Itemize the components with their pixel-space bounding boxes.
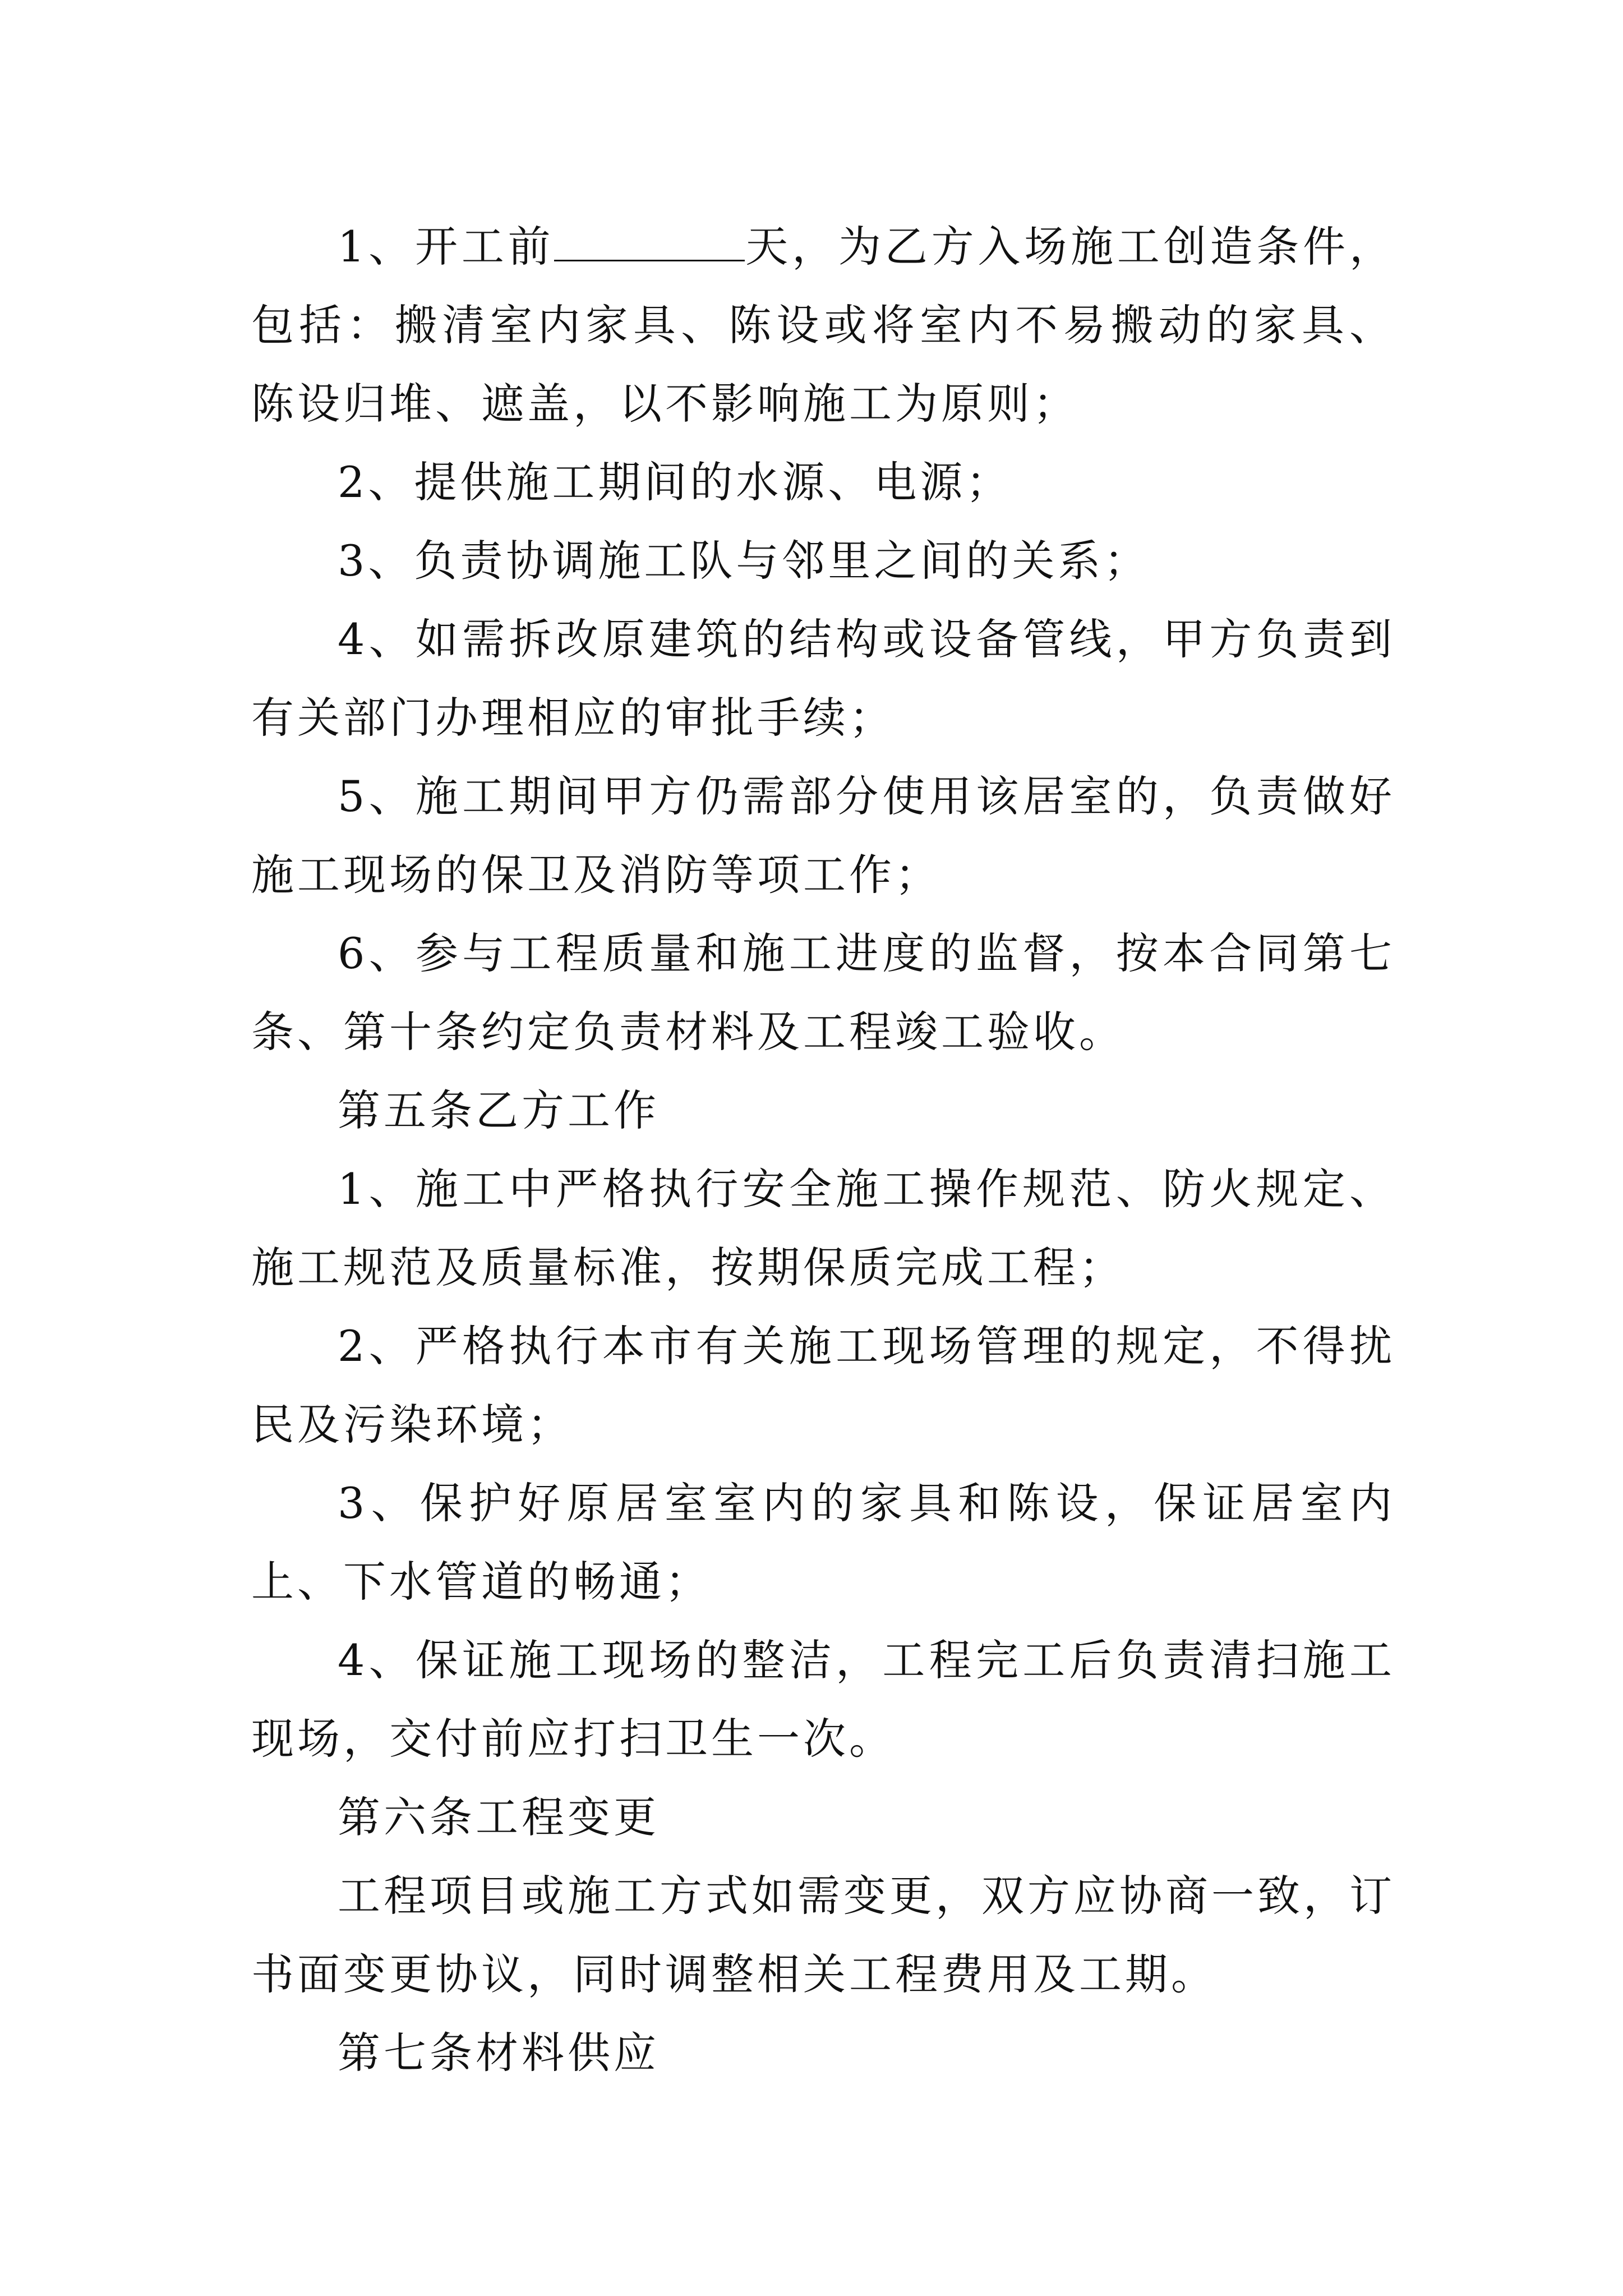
section-heading-article-5: 第五条乙方工作 [338, 1085, 660, 1135]
paragraph-neighbor-relations: 3、负责协调施工队与邻里之间的关系； [338, 536, 1150, 586]
paragraph-approval: 4、如需拆改原建筑的结构或设备管线，甲方负责到有关部门办理相应的审批手续； [251, 614, 1395, 743]
paragraph-water-power: 2、提供施工期间的水源、电源； [338, 457, 1012, 507]
paragraph-text: 天，为乙方入场施工创造条件，包括：搬清室内家具、陈设或将室内不易搬动的家具、陈设归堆、遮盖，以不影响施工为原则； [251, 222, 1396, 429]
paragraph-text: 1、开工前 [338, 222, 555, 272]
paragraph-safety-standards: 1、施工中严格执行安全施工操作规范、防火规定、施工规范及质量标准，按期保质完成工程； [251, 1164, 1395, 1292]
paragraph-change-agreement: 工程项目或施工方式如需变更，双方应协商一致，订书面变更协议，同时调整相关工程费用及工期。 [251, 1871, 1395, 1999]
paragraph-furniture-protection: 3、保护好原居室室内的家具和陈设，保证居室内上、下水管道的畅通； [251, 1478, 1395, 1607]
fill-in-blank[interactable] [554, 220, 745, 261]
paragraph-security: 5、施工期间甲方仍需部分使用该居室的，负责做好施工现场的保卫及消防等项工作； [251, 771, 1395, 900]
paragraph-preparation-days [251, 208, 1395, 443]
section-heading-article-6: 第六条工程变更 [338, 1792, 660, 1842]
section-heading-article-7: 第七条材料供应 [338, 2028, 660, 2078]
paragraph-site-management: 2、严格执行本市有关施工现场管理的规定，不得扰民及污染环境； [251, 1321, 1395, 1450]
paragraph-cleanliness: 4、保证施工现场的整洁，工程完工后负责清扫施工现场，交付前应打扫卫生一次。 [251, 1635, 1395, 1764]
document-body [251, 208, 1395, 2092]
paragraph-supervision: 6、参与工程质量和施工进度的监督，按本合同第七条、第十条约定负责材料及工程竣工验收。 [251, 928, 1395, 1057]
